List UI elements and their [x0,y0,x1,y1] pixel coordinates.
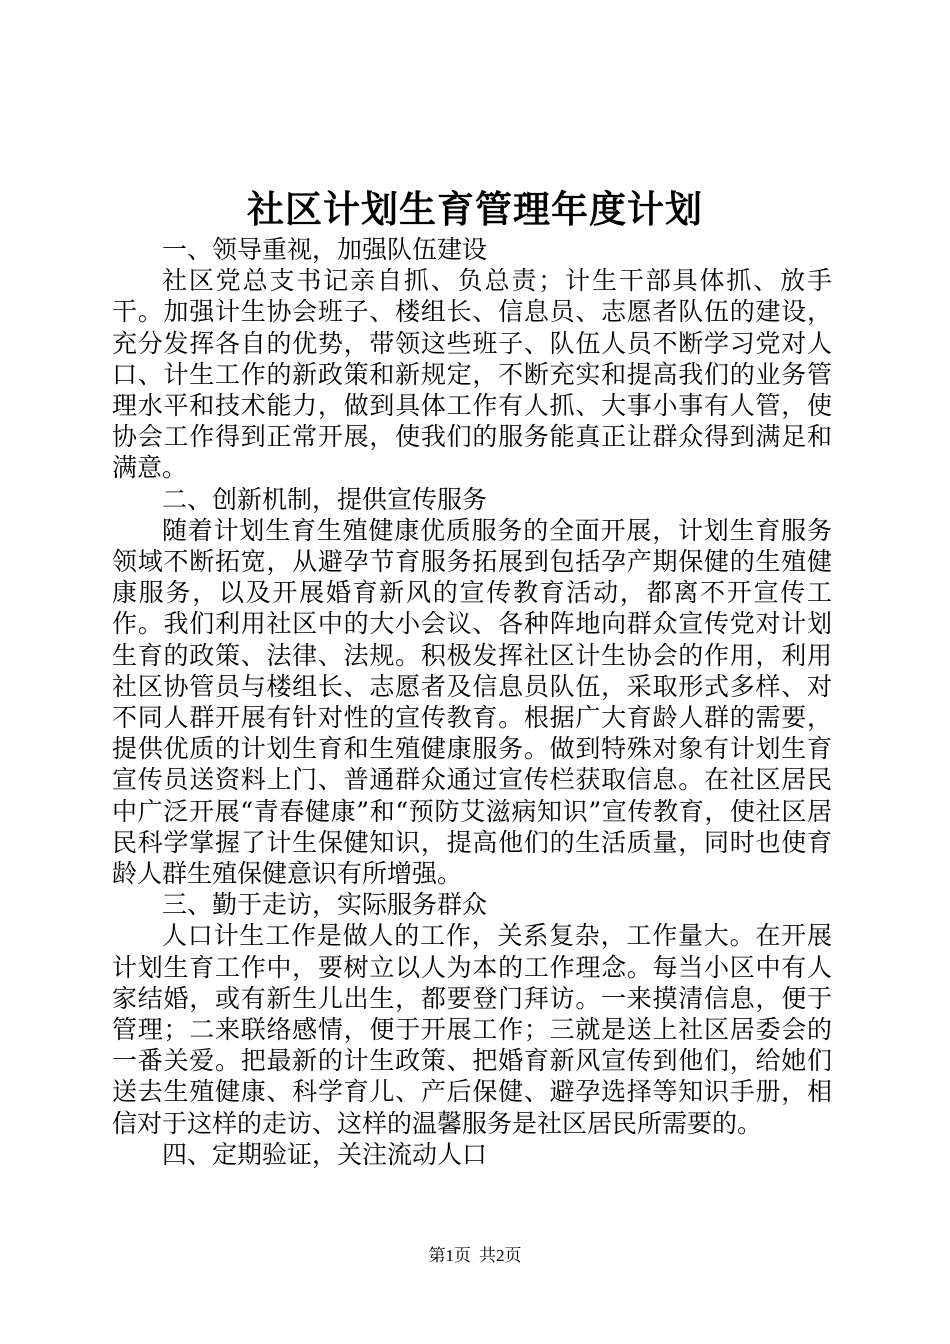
section-paragraph-1: 社区党总支书记亲自抓、负总责；计生干部具体抓、放手干。加强计生协会班子、楼组长、信息员、志愿者队伍的建设，充分发挥各自的优势，带领这些班子、队伍人员不断学习党对人口、计生工作的新政策和新规定，不断充实和提高我们的业务管理水平和技术能力，做到具体工作有人抓、大事小事有人管，使协会工作得到正常开展，使我们的服务能真正让群众得到满足和满意。 [112,266,832,483]
document-body [112,234,832,1170]
page-number: 第1页 [428,1246,471,1265]
document-title: 社区计划生育管理年度计划 [247,187,703,231]
section-heading-1: 一、领导重视，加强队伍建设 [162,235,488,264]
section-paragraph-2: 随着计划生育生殖健康优质服务的全面开展，计划生育服务领域不断拓宽，从避孕节育服务拓展到包括孕产期保健的生殖健康服务，以及开展婚育新风的宣传教育活动，都离不开宣传工作。我们利用社区中的大小会议、各种阵地向群众宣传党对计划生育的政策、法律、法规。积极发挥社区计生协会的作用，利用社区协管员与楼组长、志愿者及信息员队伍，采取形式多样、对不同人群开展有针对性的宣传教育。根据广大育龄人群的需要，提供优质的计划生育和生殖健康服务。做到特殊对象有计划生育宣传员送资料上门、普通群众通过宣传栏获取信息。在社区居民中广泛开展“青春健康”和“预防艾滋病知识”宣传教育，使社区居民科学掌握了计生保健知识，提高他们的生活质量，同时也使育龄人群生殖保健意识有所增强。 [112,515,832,889]
page-footer [0,1244,950,1268]
page-total: 共2页 [479,1246,522,1265]
section-paragraph-3: 人口计生工作是做人的工作，关系复杂，工作量大。在开展计划生育工作中，要树立以人为本的工作理念。每当小区中有人家结婚，或有新生儿出生，都要登门拜访。一来摸清信息，便于管理；二来联络感情，便于开展工作；三就是送上社区居委会的一番关爱。把最新的计生政策、把婚育新风宣传到他们，给她们送去生殖健康、科学育儿、产后保健、避孕选择等知识手册，相信对于这样的走访、这样的温馨服务是社区居民所需要的。 [112,921,832,1138]
section-heading-2: 二、创新机制，提供宣传服务 [162,484,488,514]
section-heading-4: 四、定期验证，关注流动人口 [162,1139,488,1169]
section-heading-3: 三、勤于走访，实际服务群众 [162,890,488,920]
